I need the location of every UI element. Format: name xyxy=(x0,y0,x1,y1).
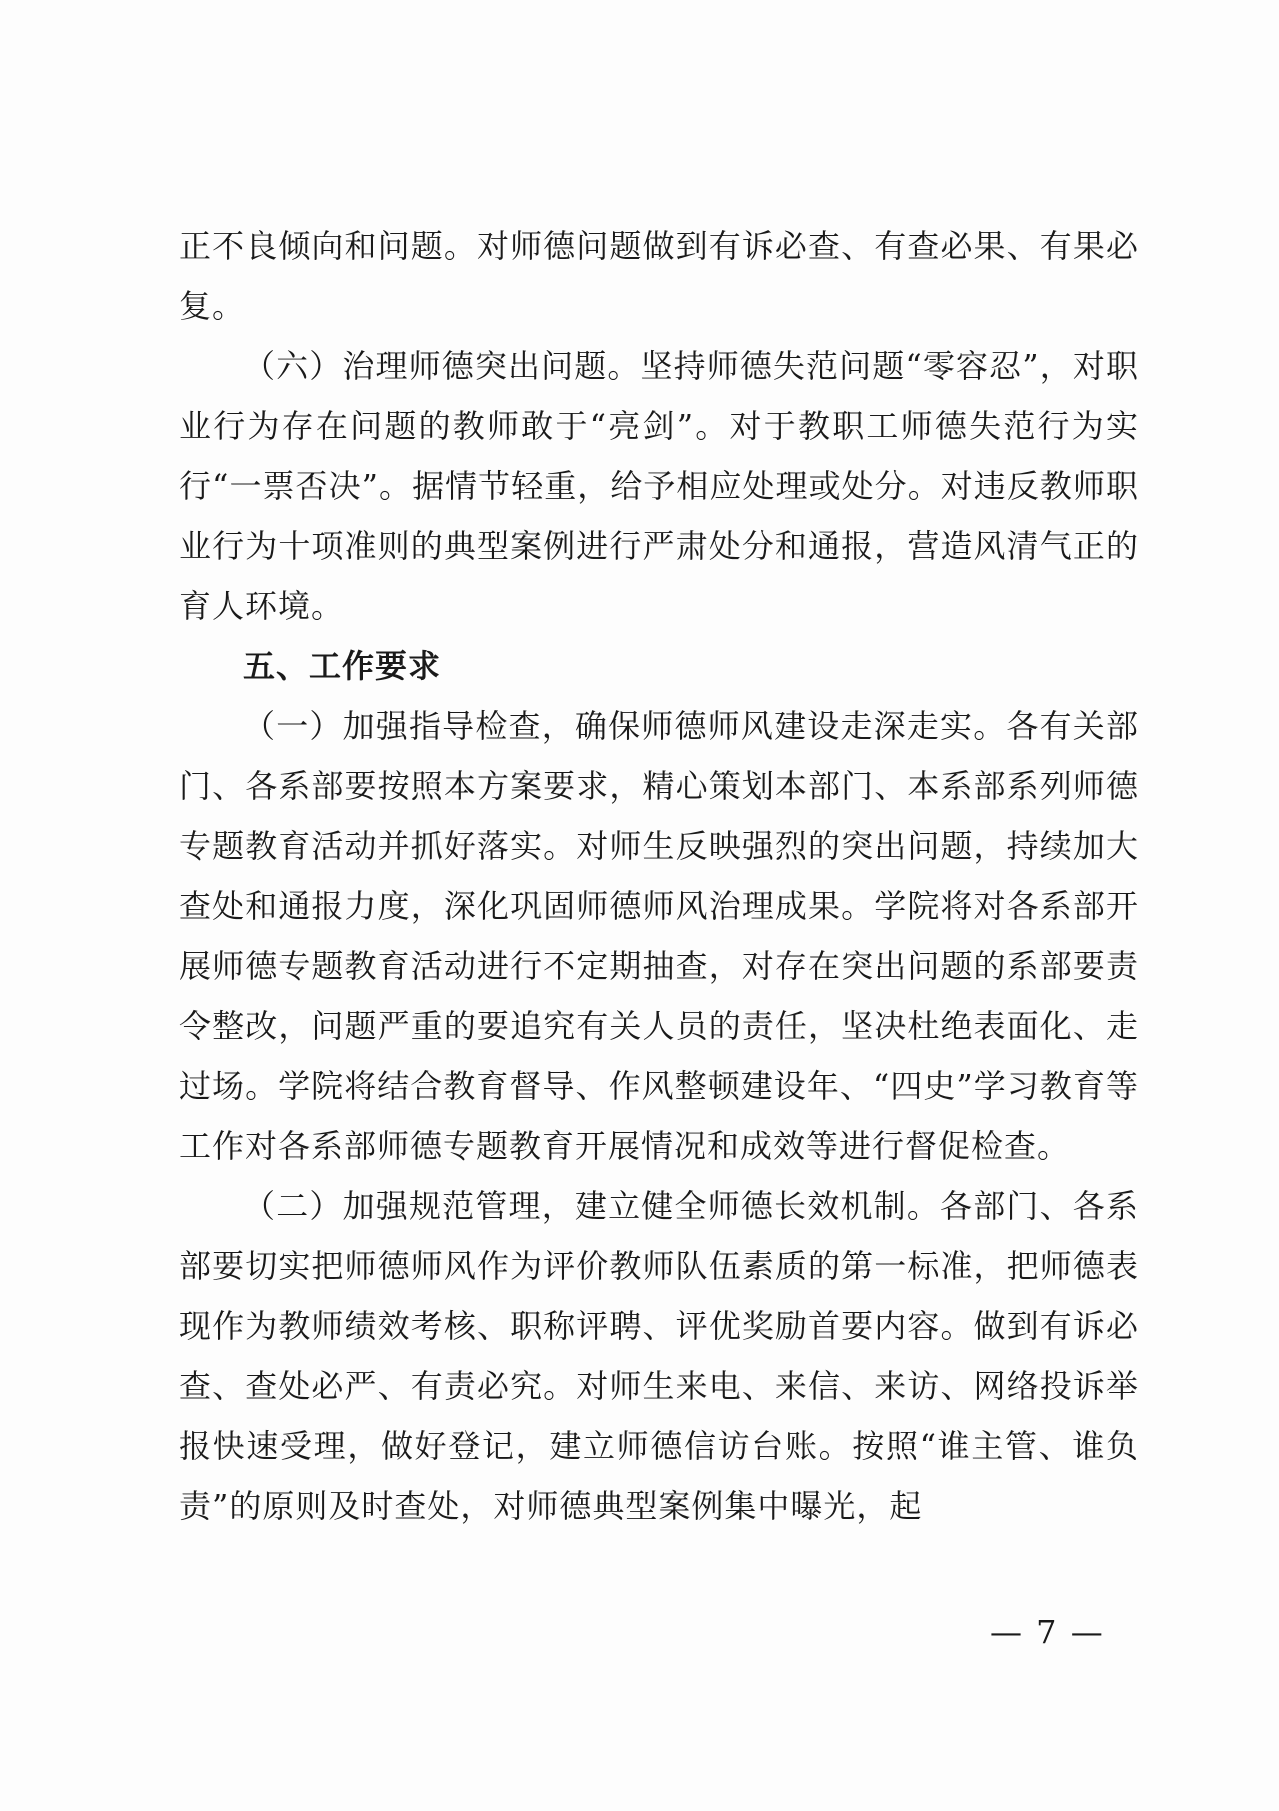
paragraph-six-governance: （六）治理师德突出问题。坚持师德失范问题“零容忍”，对职业行为存在问题的教师敢于“亮剑”。对于教职工师德失范行为实行“一票否决”。据情节轻重，给予相应处理或处分。对违反教师职业行为十项准则的典型案例进行严肃处分和通报，营造风清气正的育人环境。 xyxy=(179,347,1139,625)
paragraph-continuation: 正不良倾向和问题。对师德问题做到有诉必查、有查必果、有果必复。 xyxy=(179,227,1139,325)
section-heading-work-requirements: 五、工作要求 xyxy=(243,647,442,685)
paragraph-two-management: （二）加强规范管理，建立健全师德长效机制。各部门、各系部要切实把师德师风作为评价教师队伍素质的第一标准，把师德表现作为教师绩效考核、职称评聘、评优奖励首要内容。做到有诉必查、查处必严、有责必究。对师生来电、来信、来访、网络投诉举报快速受理，做好登记，建立师德信访台账。按照“谁主管、谁负责”的原则及时查处，对师德典型案例集中曝光，起 xyxy=(179,1187,1139,1525)
page-number: — 7 — xyxy=(990,1613,1105,1651)
document-body xyxy=(179,216,1139,1536)
paragraph-one-guidance: （一）加强指导检查，确保师德师风建设走深走实。各有关部门、各系部要按照本方案要求，精心策划本部门、本系部系列师德专题教育活动并抓好落实。对师生反映强烈的突出问题，持续加大查处和通报力度，深化巩固师德师风治理成果。学院将对各系部开展师德专题教育活动进行不定期抽查，对存在突出问题的系部要责令整改，问题严重的要追究有关人员的责任，坚决杜绝表面化、走过场。学院将结合教育督导、作风整顿建设年、“四史”学习教育等工作对各系部师德专题教育开展情况和成效等进行督促检查。 xyxy=(179,707,1139,1165)
